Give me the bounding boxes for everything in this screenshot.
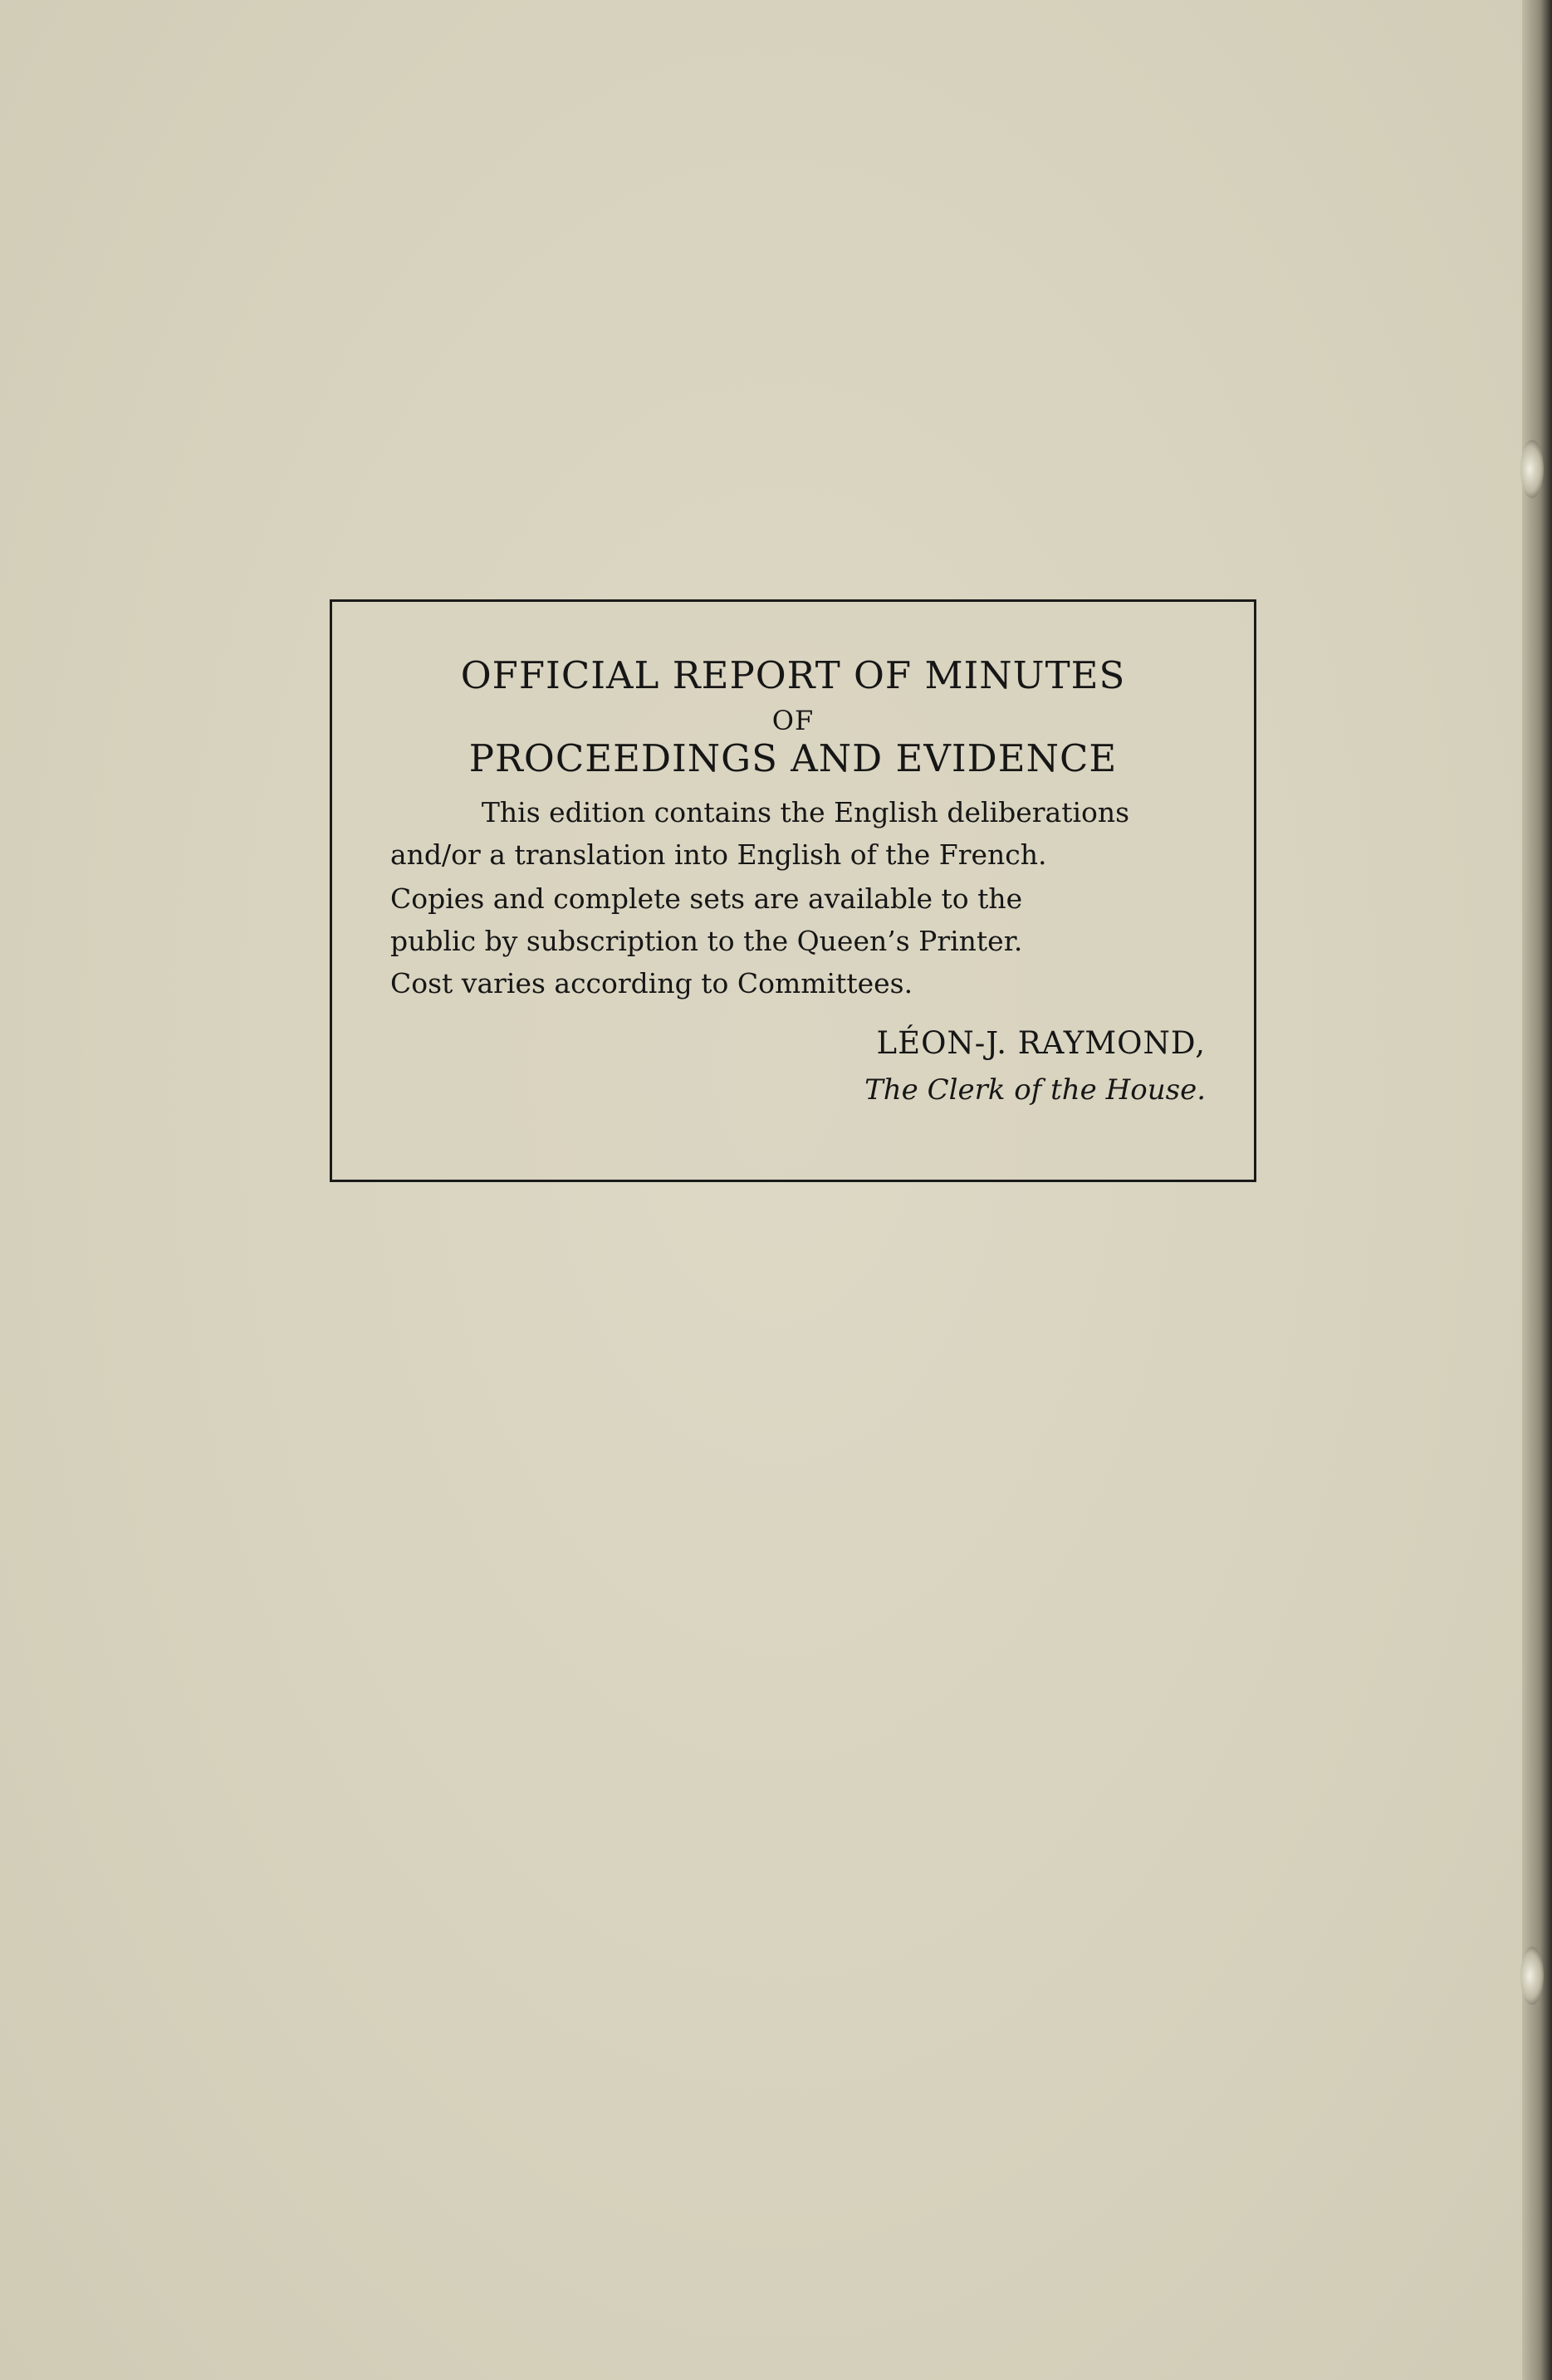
notice-title-line-2: OF [771,705,815,736]
paragraph-line: and/or a translation into English of the French. [390,838,1047,871]
paragraph-line: Cost varies according to Committees. [390,967,913,999]
subscription-paragraph [390,877,1221,1004]
paragraph-line: public by subscription to the Queen’s Printer. [390,925,1023,957]
binding-hole-icon [1520,440,1544,498]
notice-title-line-1: OFFICIAL REPORT OF MINUTES [460,653,1126,697]
notice-title-line-3: PROCEEDINGS AND EVIDENCE [468,736,1118,780]
edition-contents-paragraph [390,791,1221,876]
paragraph-line: Copies and complete sets are available to the [390,882,1023,915]
signatory-title: The Clerk of the House. [864,1073,1206,1107]
binding-hole-icon [1520,1947,1544,2005]
page-binding-edge [1522,0,1552,2380]
official-report-notice-box [330,599,1256,1182]
paragraph-line: This edition contains the English deliberations [481,796,1130,828]
signatory-name: LÉON-J. RAYMOND, [876,1025,1206,1061]
